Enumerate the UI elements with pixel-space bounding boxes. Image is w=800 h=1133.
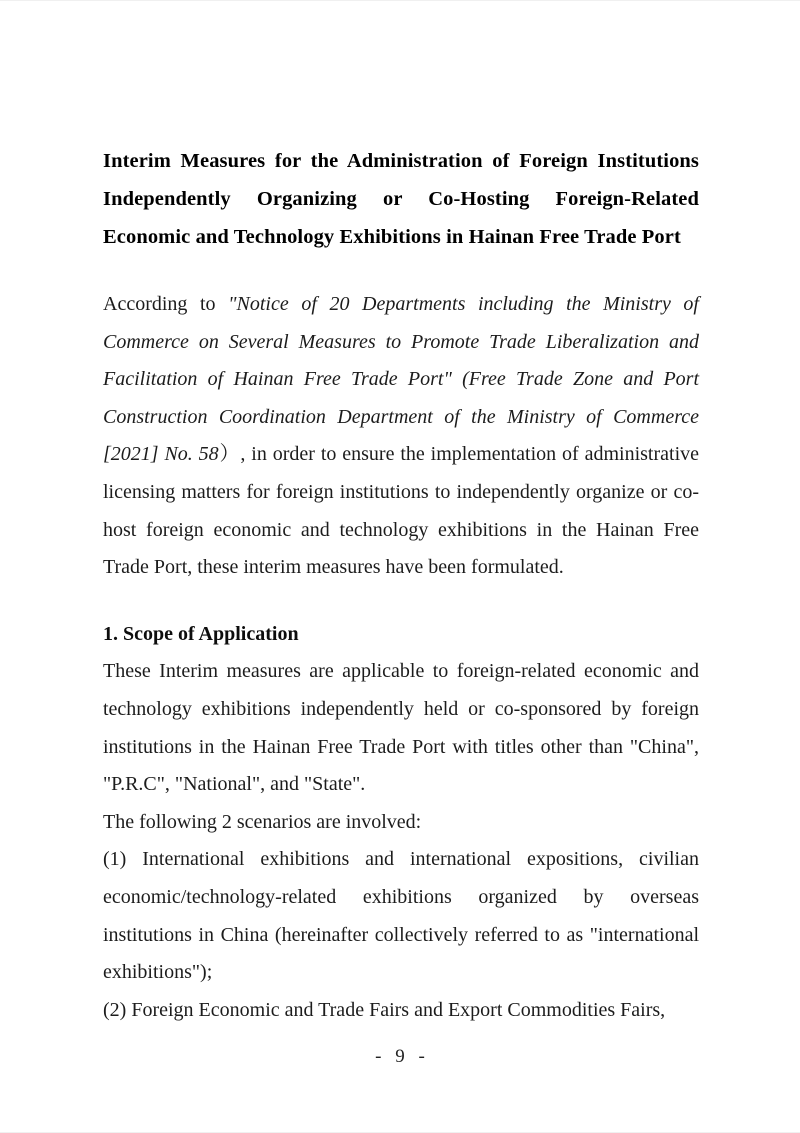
document-title: Interim Measures for the Administration of Foreign Institutions Independently Organizing or Co-Hosting Foreign-Related Economic and Technology Exhibitions in Hainan Free Trade Port bbox=[103, 150, 699, 248]
paragraph-scenario-2: (2) Foreign Economic and Trade Fairs and Export Commodities Fairs, bbox=[103, 998, 666, 1021]
cited-notice-title: "Notice of 20 Departments including the Ministry of Commerce on Several Measures to Promote Trade Liberalization and Facilitation of Hainan Free Trade Port" (Free Trade Zone and Port Construction Coordination Department of the Ministry of Commerce [2021] No. 58 bbox=[103, 293, 699, 466]
intro-rest-text: ）, in order to ensure the implementation of administrative licensing matters for foreign institutions to independently organize or co-host foreign economic and technology exhibitions in the Hainan Free Trade Port, these interim measures have been formulated. bbox=[103, 443, 700, 579]
paragraph-scope: These Interim measures are applicable to foreign-related economic and technology exhibitions independently held or co-sponsored by foreign institutions in the Hainan Free Trade Port with titles other than "China", "P.R.C", "National", and "State". bbox=[103, 660, 699, 796]
section1-heading: 1. Scope of Application bbox=[103, 622, 299, 645]
intro-lead-text: According to bbox=[103, 293, 229, 315]
paragraph-scenarios-intro: The following 2 scenarios are involved: bbox=[103, 810, 422, 833]
page-number: - 9 - bbox=[375, 1046, 425, 1067]
intro-paragraph bbox=[103, 286, 699, 587]
paragraph-scenario-1: (1) International exhibitions and international expositions, civilian economic/technology-related exhibitions organized by overseas institutions in China (hereinafter collectively referred to as "international exhibitions"); bbox=[103, 848, 699, 984]
document-content bbox=[103, 142, 699, 1029]
